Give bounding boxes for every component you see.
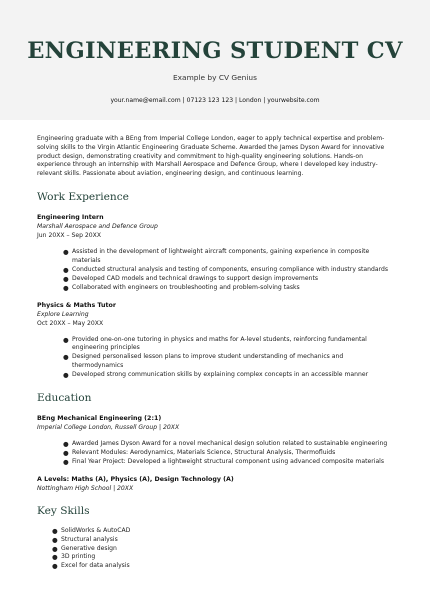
skill-text: SolidWorks & AutoCAD [61,526,131,534]
bullet-icon: ● [63,335,69,344]
skill-item [52,545,393,554]
entry-organisation: Explore Learning [37,310,89,318]
entry-title: Engineering Intern [37,213,104,221]
bullet-item [63,458,393,467]
key-skills-list [37,527,393,572]
bullet-list [37,336,393,381]
bullet-item [63,248,393,266]
profile-summary: Engineering graduate with a BEng from Imperial College London, eager to apply technical expertise and problem-solving skills to the Virgin Atlantic Engineering Graduate Scheme. Awarded the James Dyson Award for innovative product design, demonstrating creativity and commitment to high-quality engineering solutions. Hands-on experience through an internship with Marshall Aerospace and Defence Group, where I developed key industry-relevant skills. Passionate about aviation, engineering design, and continuous learning. [37,135,385,178]
entry-organisation: Nottingham High School | 20XX [37,484,134,492]
bullet-item [63,353,393,371]
skill-text: Structural analysis [61,535,118,543]
key-skills-heading: Key Skills [37,504,90,517]
bullet-text: Collaborated with engineers on troubleshooting and problem-solving tasks [72,283,300,291]
bullet-icon: ● [52,562,58,571]
work-experience-list [37,213,393,380]
cv-subtitle: Example by CV Genius [173,73,257,82]
bullet-text: Developed CAD models and technical drawings to support design improvements [72,274,319,282]
bullet-icon: ● [52,535,58,544]
bullet-list [37,248,393,293]
bullet-icon: ● [63,440,69,449]
bullet-list [37,440,393,467]
bullet-icon: ● [52,553,58,562]
bullet-icon: ● [63,448,69,457]
cv-content [0,120,430,571]
skill-item [52,562,393,571]
bullet-text: Developed strong communication skills by explaining complex concepts in an accessible manner [72,371,369,379]
skill-text: Generative design [61,544,117,552]
work-entry [37,301,393,381]
bullet-text: Provided one-on-one tutoring in physics and maths for A-level students, reinforcing fundamental engineering principles [72,335,367,352]
entry-title: BEng Mechanical Engineering (2:1) [37,415,162,423]
bullet-item [63,275,393,284]
entry-title: A Levels: Maths (A), Physics (A), Design Technology (A) [37,475,234,483]
entry-organisation: Imperial College London, Russell Group | 20XX [37,424,180,432]
contact-line: your.name@email.com | 07123 123 123 | London | yourwebsite.com [110,97,320,104]
entry-dates: Oct 20XX – May 20XX [37,319,104,327]
bullet-icon: ● [63,283,69,292]
bullet-item [63,266,393,275]
bullet-text: Designed personalised lesson plans to improve student understanding of mechanics and thermodynamics [72,353,344,370]
bullet-icon: ● [52,544,58,553]
bullet-icon: ● [63,265,69,274]
bullet-icon: ● [63,247,69,256]
entry-title: Physics & Maths Tutor [37,301,116,309]
bullet-item [63,440,393,449]
bullet-item [63,284,393,293]
bullet-text: Awarded James Dyson Award for a novel mechanical design solution related to sustainable engineering [72,440,388,448]
skill-text: Excel for data analysis [61,562,130,570]
bullet-text: Conducted structural analysis and testing of components, ensuring compliance with industry standards [72,265,389,273]
bullet-icon: ● [63,274,69,283]
bullet-icon: ● [63,371,69,380]
bullet-text: Assisted in the development of lightweight aircraft components, gaining experience in composite materials [72,247,370,264]
skill-item [52,527,393,536]
bullet-item [63,371,393,380]
work-experience-heading: Work Experience [37,190,129,203]
work-entry [37,213,393,293]
bullet-item [63,449,393,458]
bullet-text: Final Year Project: Developed a lightweight structural component using advanced composite materials [72,457,385,465]
education-entry [37,414,393,467]
bullet-icon: ● [63,353,69,362]
bullet-icon: ● [52,526,58,535]
education-entry [37,475,393,493]
education-heading: Education [37,392,92,405]
education-list [37,414,393,493]
skill-item [52,536,393,545]
entry-dates: Jun 20XX – Sep 20XX [37,231,102,239]
bullet-icon: ● [63,457,69,466]
bullet-text: Relevant Modules: Aerodynamics, Materials Science, Structural Analysis, Thermofluids [72,448,336,456]
cv-title: ENGINEERING STUDENT CV [27,38,403,64]
cv-header [0,0,430,120]
skill-item [52,553,393,562]
entry-organisation: Marshall Aerospace and Defence Group [37,222,158,230]
skill-text: 3D printing [61,553,96,561]
bullet-item [63,336,393,354]
